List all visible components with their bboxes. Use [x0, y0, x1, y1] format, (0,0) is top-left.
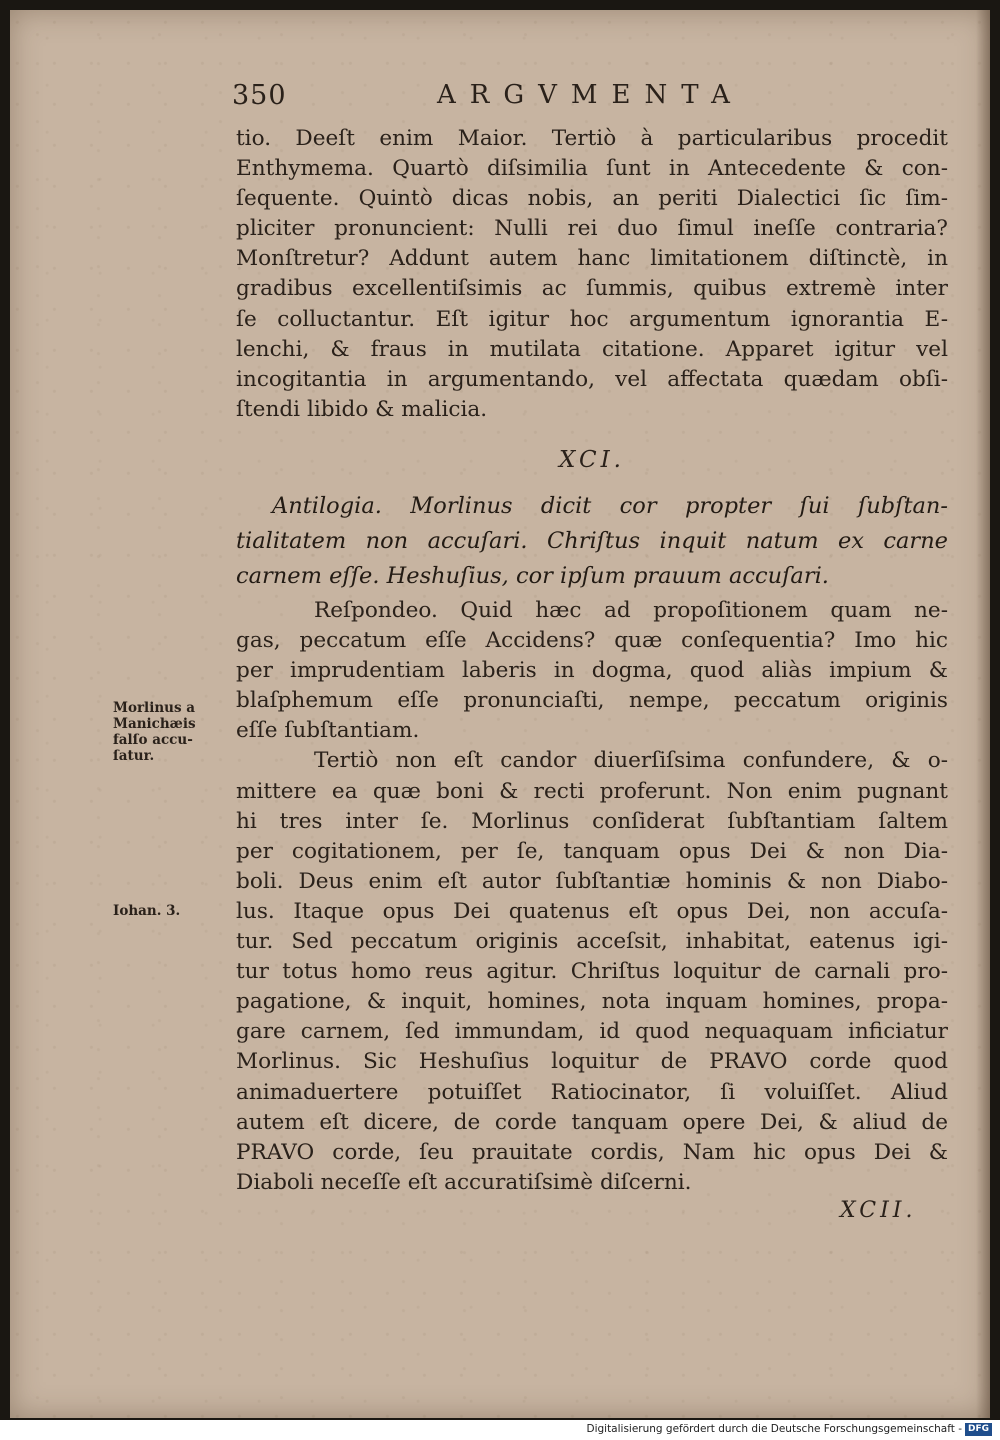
paragraph-continuation [236, 124, 948, 425]
text-line: Tertiò non eſt candor diuerſiſsima confundere, & o- [314, 748, 948, 774]
text-line: tur totus homo reus agitur. Chriſtus loquitur de carnali pro- [236, 959, 948, 985]
text-line: gradibus excellentiſsimis ac ſummis, quibus extremè inter [236, 276, 948, 302]
margin-note-line: ſatur. [113, 748, 155, 764]
dfg-logo-icon[interactable]: DFG [965, 1423, 992, 1436]
text-line: incogitantia in argumentando, vel affectata quædam obſi- [236, 366, 948, 392]
margin-note-line: Manichæis [113, 716, 196, 732]
text-line: per cogitationem, per ſe, tanquam opus Dei & non Dia- [236, 838, 948, 864]
text-line: pagatione, & inquit, homines, nota inquam homines, propa- [236, 989, 948, 1015]
text-line: lenchi, & fraus in mutilata citatione. Apparet igitur vel [236, 336, 948, 362]
margin-note-johan: Iohan. 3. [113, 903, 181, 919]
text-line: eſſe ſubſtantiam. [236, 718, 420, 744]
text-line: autem eſt dicere, de corde tanquam opere Dei, & aliud de [236, 1109, 948, 1135]
text-line: Reſpondeo. Quid hæc ad propoſitionem quam ne- [314, 598, 948, 623]
text-line: mittere ea quæ boni & recti proferunt. Non enim pugnant [236, 778, 948, 804]
text-line: Morlinus. Sic Heshuſius loquitur de PRAVO corde quod [236, 1049, 948, 1075]
catchword: XCII. [840, 1198, 917, 1223]
margin-note-morlinus [113, 700, 196, 764]
text-line: carnem eſſe. Heshuſius, cor ipſum prauum accuſari. [236, 563, 829, 589]
text-line: ſequente. Quintò dicas nobis, an periti Dialectici ſic ſim- [236, 186, 948, 212]
text-line: per imprudentiam laberis in dogma, quod aliàs impium & [236, 658, 948, 684]
text-line: Diaboli neceſſe eſt accuratiſsimè diſcerni. [236, 1169, 692, 1195]
text-line: tialitatem non accuſari. Chriſtus inquit natum ex carne [236, 528, 948, 554]
text-line: boli. Deus enim eſt autor ſubſtantiæ hominis & non Diabo- [236, 868, 948, 894]
margin-note-line: Morlinus a [113, 700, 195, 716]
footer-bar [0, 1420, 1000, 1440]
text-line: Antilogia. Morlinus dicit cor propter ſui ſubſtan- [272, 493, 948, 519]
footer-credit: Digitalisierung gefördert durch die Deutsche Forschungsgemeinschaft - [586, 1423, 962, 1435]
text-line: hi tres inter ſe. Morlinus conſiderat ſubſtantiam ſaltem [236, 808, 948, 834]
section-heading: XCI. [559, 447, 625, 473]
text-line: tur. Sed peccatum originis acceſsit, inhabitat, eatenus igi- [236, 929, 948, 955]
text-line: gas, peccatum eſſe Accidens? quæ conſequentia? Imo hic [236, 628, 948, 654]
text-line: blaſphemum eſſe pronunciaſti, nempe, peccatum originis [236, 688, 948, 714]
text-line: lus. Itaque opus Dei quatenus eſt opus Dei, non accuſa- [236, 898, 948, 924]
running-title: ARGVMENTA [437, 80, 744, 110]
text-line: animaduertere potuiſſet Ratiocinator, ſi voluiſſet. Aliud [236, 1079, 948, 1105]
text-line: ſtendi libido & malicia. [236, 396, 488, 422]
text-line: tio. Deeſt enim Maior. Tertiò à particularibus procedit [236, 126, 948, 151]
text-line: pliciter pronuncient: Nulli rei duo ſimul ineſſe contraria? [236, 216, 948, 242]
margin-note-line: falſo accu- [113, 732, 193, 748]
text-line: ſe colluctantur. Eſt igitur hoc argumentum ignorantia E- [236, 306, 948, 332]
text-line: Monſtretur? Addunt autem hanc limitationem diſtinctè, in [236, 246, 948, 272]
response-paragraph [236, 596, 948, 1198]
running-head [232, 80, 952, 118]
text-line: gare carnem, ſed immundam, id quod nequaquam inficiatur [236, 1019, 948, 1045]
text-line: Enthymema. Quartò diſsimilia ſunt in Antecedente & con- [236, 156, 948, 182]
text-line: PRAVO corde, ſeu prauitate cordis, Nam hic opus Dei & [236, 1139, 948, 1165]
antilogia-paragraph [236, 489, 948, 594]
page-number: 350 [232, 80, 287, 111]
